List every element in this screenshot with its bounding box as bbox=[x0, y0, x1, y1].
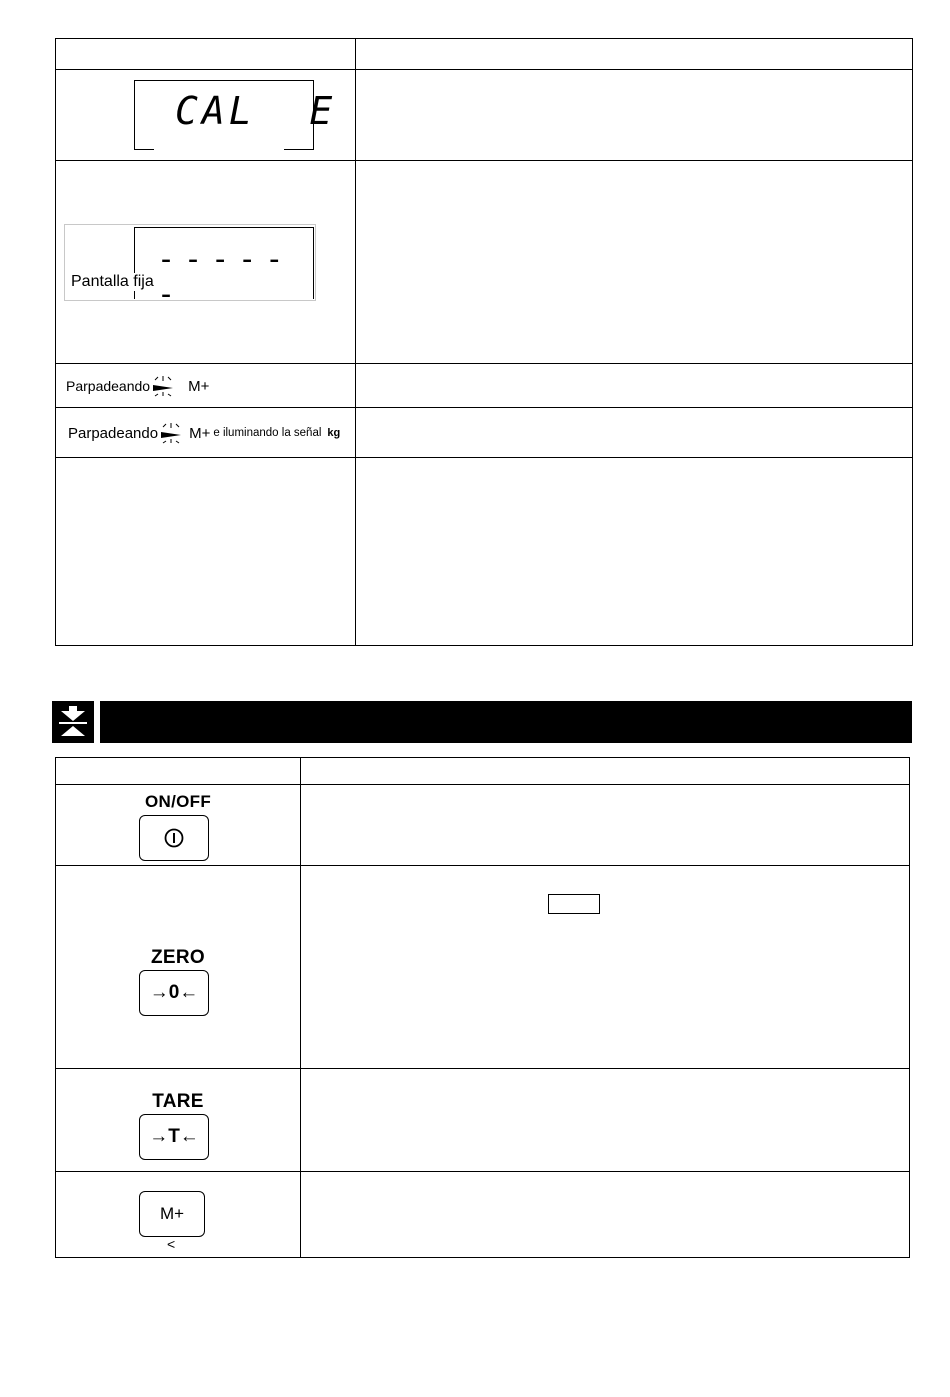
keys-table-header-right bbox=[301, 758, 910, 785]
mplus-button[interactable]: M+ bbox=[139, 1191, 205, 1237]
mplus-sub-symbol: < bbox=[167, 1236, 176, 1252]
flash-symbol-1: M+ bbox=[188, 377, 210, 395]
kg-indicator: kg bbox=[327, 427, 341, 439]
flash-text-2: Parpadeando bbox=[68, 424, 159, 442]
flash-suffix-2: e iluminando la señal bbox=[213, 427, 322, 439]
tare-key-label: TARE bbox=[152, 1091, 204, 1112]
zero-key-label: ZERO bbox=[151, 947, 205, 968]
keys-table bbox=[55, 757, 910, 1258]
lcd-display-dashes bbox=[134, 227, 314, 312]
key-cell-tare bbox=[56, 1069, 301, 1172]
section-header-icon-box bbox=[52, 701, 94, 743]
flashing-arrow-icon bbox=[159, 422, 187, 444]
power-icon bbox=[163, 827, 185, 849]
lcd-display-cal-e bbox=[134, 80, 337, 150]
tare-button[interactable]: →T← bbox=[139, 1114, 209, 1160]
flash-row-1 bbox=[56, 364, 356, 408]
key-cell-onoff bbox=[56, 785, 301, 866]
zero-button[interactable]: →0← bbox=[139, 970, 209, 1016]
scale-arrows-icon bbox=[52, 701, 94, 743]
section-header-bar bbox=[100, 701, 912, 743]
flash-row-2 bbox=[56, 408, 356, 458]
error-table-header-left bbox=[56, 39, 356, 70]
small-display-box bbox=[548, 894, 600, 914]
flashing-arrow-icon bbox=[151, 375, 179, 397]
fixed-screen-label: Pantalla fija bbox=[71, 273, 154, 290]
flash-text-1: Parpadeando bbox=[66, 378, 151, 394]
onoff-key-label: ON/OFF bbox=[144, 792, 211, 811]
fixed-screen-cell bbox=[56, 161, 356, 364]
flash-symbol-2: M+ bbox=[189, 424, 211, 442]
error-table-header-right bbox=[356, 39, 913, 70]
error-table bbox=[55, 38, 913, 646]
cal-e-cell bbox=[56, 70, 356, 161]
onoff-button[interactable] bbox=[139, 815, 209, 861]
key-cell-mplus bbox=[56, 1172, 301, 1258]
keys-table-header-left bbox=[56, 758, 301, 785]
lcd-text-cal-e: CAL E bbox=[175, 89, 337, 133]
lcd-text-dashes: ------ bbox=[157, 242, 293, 312]
key-cell-zero bbox=[56, 866, 301, 1069]
